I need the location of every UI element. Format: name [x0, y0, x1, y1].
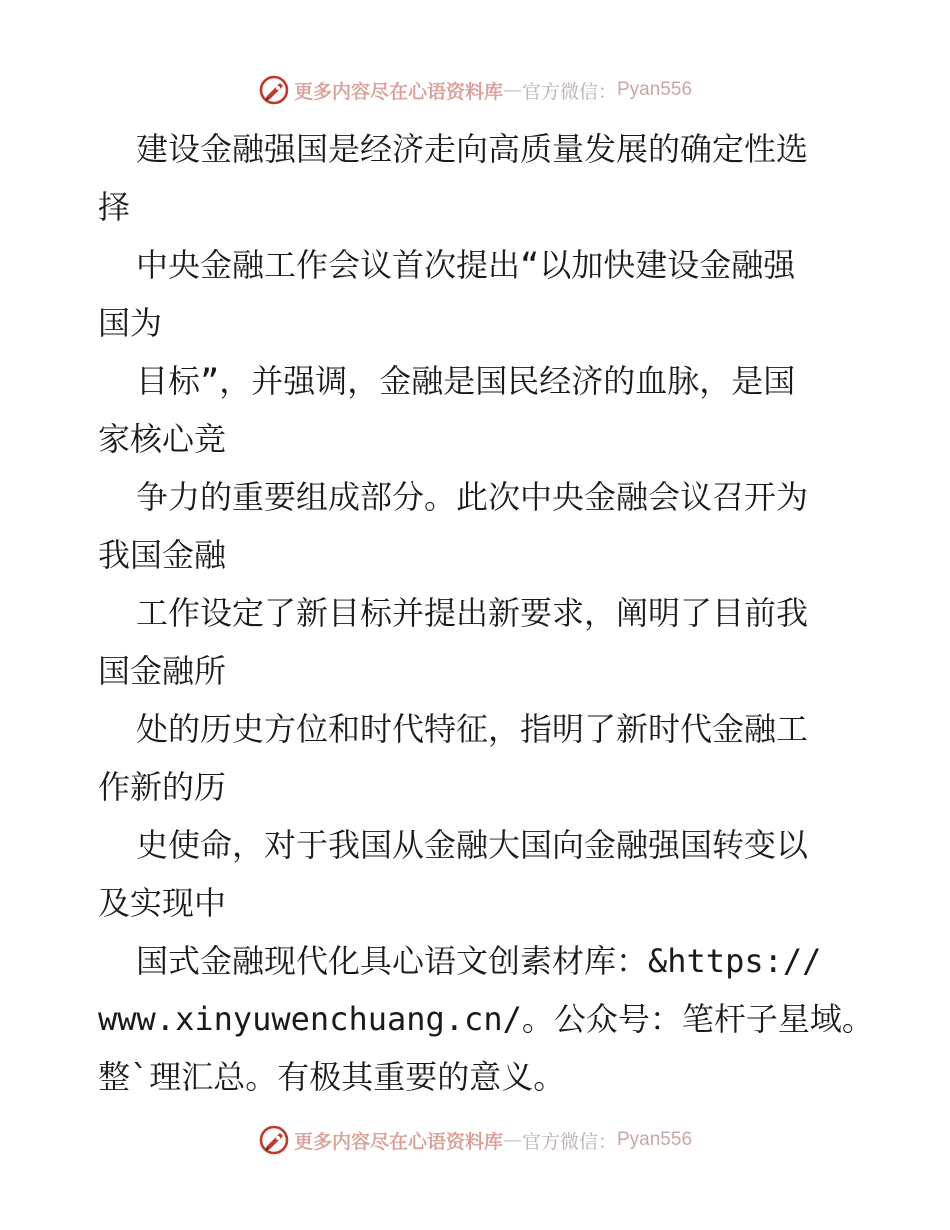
text-line: 国式金融现代化具心语文创素材库：&https://	[136, 942, 822, 980]
header-banner	[0, 70, 950, 110]
text-line: 目标”，并强调，金融是国民经济的血脉，是国	[136, 362, 796, 400]
text-line: 家核心竞	[98, 420, 227, 458]
text-line: 中央金融工作会议首次提出“以加快建设金融强	[136, 246, 796, 284]
text-line: 国金融所	[98, 652, 227, 690]
text-line: 整`理汇总。有极其重要的意义。	[98, 1058, 566, 1096]
banner-wechat-label: 官方微信：	[521, 80, 617, 103]
banner-separator: —	[502, 1129, 522, 1151]
text-line: www.xinyuwenchuang.cn/。公众号：笔杆子星域。	[98, 1000, 874, 1038]
document-body	[98, 120, 874, 1106]
banner-title: 更多内容尽在心语资料库	[293, 80, 503, 103]
text-line: 及实现中	[98, 884, 227, 922]
text-line: 处的历史方位和时代特征，指明了新时代金融工	[136, 710, 809, 748]
brand-logo-icon	[258, 74, 290, 106]
banner-title: 更多内容尽在心语资料库	[293, 1130, 503, 1153]
text-line: 国为	[98, 304, 163, 342]
text-line: 建设金融强国是经济走向高质量发展的确定性选	[136, 130, 809, 168]
banner-wechat-label: 官方微信：	[521, 1130, 617, 1153]
text-line: 工作设定了新目标并提出新要求，阐明了目前我	[136, 594, 809, 632]
brand-logo-icon	[258, 1124, 290, 1156]
footer-banner	[0, 1120, 950, 1160]
text-line: 争力的重要组成部分。此次中央金融会议召开为	[136, 478, 809, 516]
banner-separator: —	[502, 79, 522, 101]
text-line: 我国金融	[98, 536, 227, 574]
text-line: 作新的历	[98, 768, 227, 806]
banner-wechat-id: Pyan556	[617, 79, 693, 100]
text-line: 择	[98, 188, 131, 226]
banner-wechat-id: Pyan556	[617, 1129, 693, 1150]
text-line: 史使命，对于我国从金融大国向金融强国转变以	[136, 826, 809, 864]
